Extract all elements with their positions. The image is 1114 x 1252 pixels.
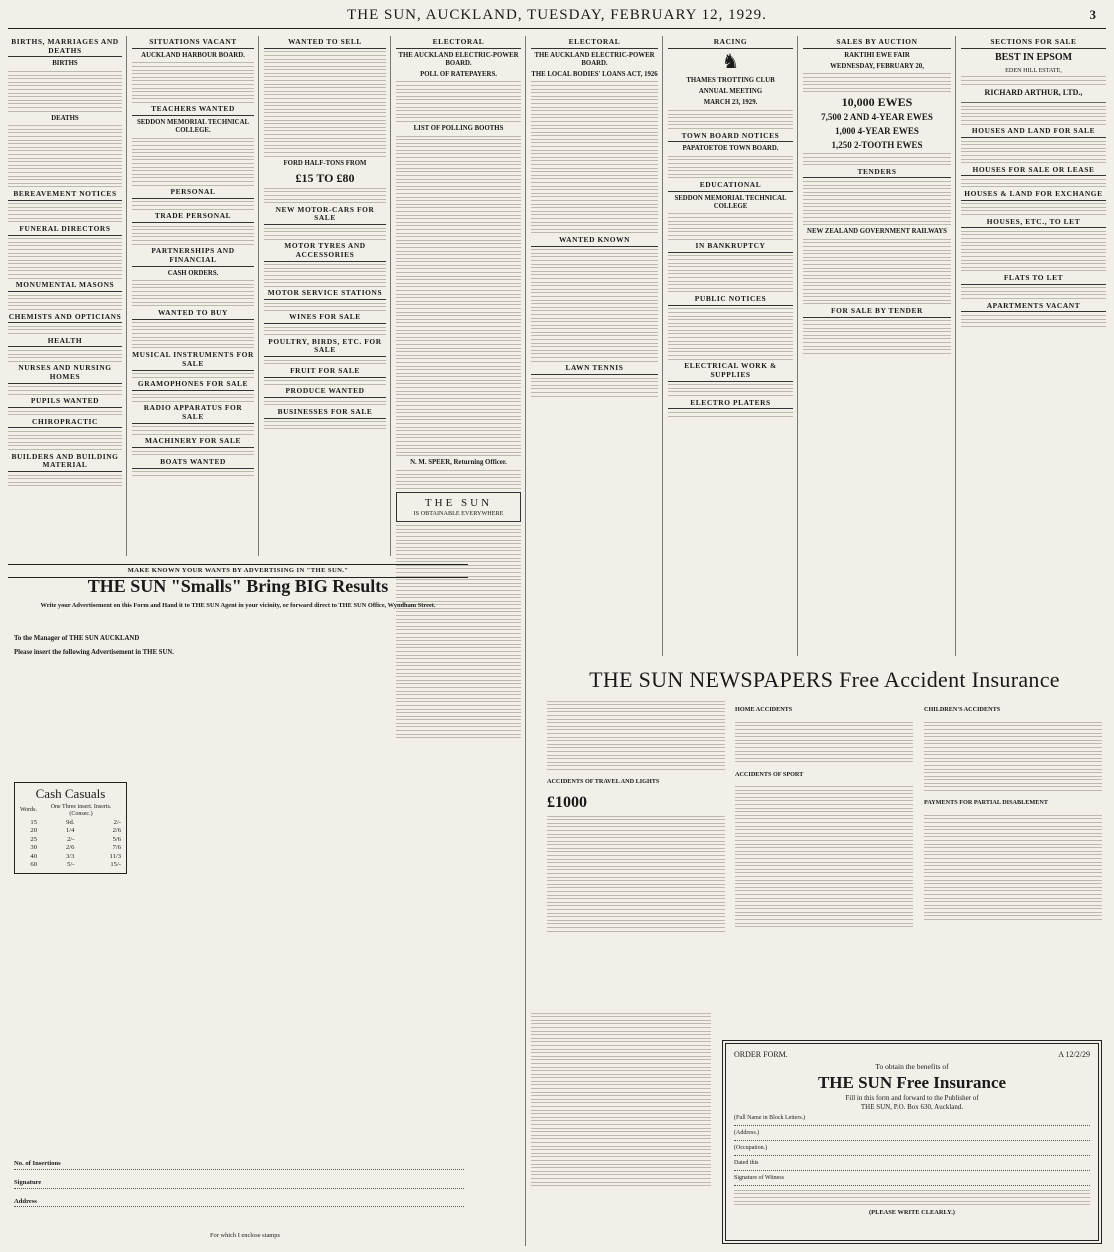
sun-ad-title: THE SUN [424, 496, 493, 509]
machinery-text [132, 451, 254, 456]
power-board: THE AUCKLAND ELECTRIC-POWER BOARD. [398, 51, 519, 67]
booths-text [396, 136, 521, 457]
houses-lease-heading: HOUSES FOR SALE OR LEASE [961, 166, 1106, 177]
loans-act: THE LOCAL BODIES' LOANS ACT, 1926 [531, 70, 658, 78]
rate-one: 1/4 [65, 827, 75, 835]
name-field[interactable]: (Full Name in Block Letters.) [734, 1115, 1090, 1126]
auction-heading: SALES BY AUCTION [803, 38, 951, 49]
electoral-heading-2: ELECTORAL [531, 38, 658, 49]
ewe-fair: RAKTIHI EWE FAIR [844, 51, 910, 59]
sport-accidents: ACCIDENTS OF SPORT [735, 770, 804, 778]
motor-tyres-text [264, 264, 386, 287]
motor-tyres-heading: MOTOR TYRES AND ACCESSORIES [264, 242, 386, 261]
electoral-heading: ELECTORAL [396, 38, 521, 49]
rate-one: 2/6 [65, 844, 75, 852]
partnerships-text [132, 280, 254, 306]
houses-let-text [961, 231, 1106, 272]
annual-meeting: ANNUAL MEETING [698, 88, 763, 96]
apartments-text [961, 315, 1106, 327]
column-rule [955, 36, 956, 656]
tenders-text [803, 181, 951, 225]
apartments-heading: APARTMENTS VACANT [961, 302, 1106, 313]
sun-ad-sub: IS OBTAINABLE EVERYWHERE [413, 509, 504, 517]
table-row [18, 852, 123, 861]
wanted-known-text [531, 249, 658, 361]
insurance-col-1 [547, 698, 725, 1008]
bereavement-heading: BEREAVEMENT NOTICES [8, 190, 122, 201]
houses-sale-heading: HOUSES AND LAND FOR SALE [961, 127, 1106, 138]
business-heading: BUSINESSES FOR SALE [264, 408, 386, 419]
tennis-text [531, 378, 658, 397]
column-rule [258, 36, 259, 556]
please-write-clearly: (PLEASE WRITE CLEARLY.) [869, 1209, 955, 1217]
ford-halftons: FORD HALF-TONS FROM [283, 159, 367, 167]
motor-service-text [264, 303, 386, 311]
bmd-heading: BIRTHS, MARRIAGES AND DEATHS [8, 38, 122, 57]
richard-arthur: RICHARD ARTHUR, LTD., [984, 87, 1083, 97]
address-field[interactable]: Address [14, 1198, 464, 1208]
tenders-heading: TENDERS [803, 168, 951, 179]
fruit-text [264, 380, 386, 385]
horse-icon: ♞ [721, 50, 740, 73]
ewes-7500: 7,500 2 AND 4-YEAR EWES [821, 112, 933, 123]
electrical-text [668, 384, 793, 396]
seddon-college: SEDDON MEMORIAL TECHNICAL COLLEGE. [136, 119, 250, 135]
table-row [18, 835, 123, 844]
motor-cars-heading: NEW MOTOR-CARS FOR SALE [264, 206, 386, 225]
personal-text [132, 201, 254, 209]
machinery-heading: MACHINERY FOR SALE [132, 437, 254, 448]
rate-words: 15 [30, 818, 38, 826]
flats-text [961, 287, 1106, 299]
harbour-board: AUCKLAND HARBOUR BOARD. [141, 51, 245, 59]
elector-text [396, 470, 521, 489]
power-board-2: THE AUCKLAND ELECTRIC-POWER BOARD. [534, 51, 655, 67]
insurance-order-form [722, 1040, 1102, 1244]
polling-booths: LIST OF POLLING BOOTHS [413, 124, 504, 132]
cash-orders: CASH ORDERS. [167, 269, 219, 277]
order-title: THE SUN Free Insurance [817, 1073, 1007, 1093]
insurance-title: THE SUN NEWSPAPERS Free Accident Insurance [589, 667, 1060, 692]
gramophones-text [132, 394, 254, 402]
houses-let-heading: HOUSES, ETC., TO LET [961, 218, 1106, 229]
sun-obtainable-ad [396, 492, 521, 522]
insurance-amount: £1000 [547, 793, 587, 811]
rate-words: 40 [30, 852, 38, 860]
epsom-text [961, 76, 1106, 84]
order-fill: Fill in this form and forward to the Publisher of [845, 1094, 979, 1103]
occupation-field[interactable]: (Occupation.) [734, 1145, 1090, 1156]
form-to-manager: To the Manager of THE SUN AUCKLAND [14, 635, 140, 642]
rate-words: 20 [30, 827, 38, 835]
nurses-text [8, 386, 122, 394]
continued-text [531, 1013, 711, 1187]
ewes-10000: 10,000 EWES [841, 95, 913, 110]
monumental-heading: MONUMENTAL MASONS [8, 281, 122, 292]
children-accidents: CHILDREN'S ACCIDENTS [924, 706, 1001, 714]
home-text [735, 722, 913, 763]
insurance-intro [547, 701, 725, 770]
business-text [264, 421, 386, 429]
public-notices-text [668, 308, 793, 359]
ford-price: £15 TO £80 [295, 170, 355, 185]
funeral-heading: FUNERAL DIRECTORS [8, 225, 122, 236]
insertions-field[interactable]: No. of Insertions [14, 1160, 464, 1170]
rates-head-inserts: One Three insert. Inserts. (Consec.) [50, 803, 112, 817]
address-field[interactable]: (Address.) [734, 1130, 1090, 1141]
column-situations [132, 36, 254, 556]
radio-text [132, 426, 254, 434]
pupils-heading: PUPILS WANTED [8, 397, 122, 408]
evening-classes: SEDDON MEMORIAL TECHNICAL COLLEGE [674, 194, 787, 210]
rate-three: 7/6 [112, 844, 121, 852]
ewes-1250: 1,250 2-TOOTH EWES [831, 139, 923, 150]
meeting-date: MARCH 23, 1929. [703, 99, 758, 107]
column-wanted-sell [264, 36, 386, 556]
rate-three: 2/- [113, 818, 121, 826]
racing-heading: RACING [668, 38, 793, 49]
home-accidents: HOME ACCIDENTS [735, 706, 793, 714]
order-address: THE SUN, P.O. Box 630, Auckland. [860, 1102, 964, 1111]
column-sections [961, 36, 1106, 656]
music-text [132, 373, 254, 378]
travel-accidents: ACCIDENTS OF TRAVEL AND LIGHTS [547, 778, 660, 786]
educational-text [668, 213, 793, 239]
column-rule [390, 36, 391, 556]
column-rule [797, 36, 798, 656]
order-obtain: To obtain the benefits of [875, 1062, 949, 1072]
rate-words: 60 [30, 861, 38, 869]
partial-disablement: PAYMENTS FOR PARTIAL DISABLEMENT [924, 799, 1048, 807]
trade-text [132, 226, 254, 245]
best-epsom: BEST IN EPSOM [994, 51, 1073, 63]
dated-field[interactable]: Dated this [734, 1160, 1090, 1171]
educational-heading: EDUCATIONAL [668, 181, 793, 192]
witness-field[interactable]: Signature of Witness [734, 1175, 1090, 1186]
poll-text [396, 81, 521, 122]
insurance-col-continued [531, 1010, 711, 1240]
rate-one: 5/- [67, 861, 75, 869]
rate-one: 9d. [66, 818, 75, 826]
teachers-heading: TEACHERS WANTED [132, 105, 254, 116]
builders-text [8, 475, 122, 487]
railways: NEW ZEALAND GOVERNMENT RAILWAYS [807, 228, 947, 236]
epsom-ad [961, 52, 1106, 103]
column-rule [126, 36, 127, 556]
platers-heading: ELECTRO PLATERS [668, 399, 793, 410]
situations-heading: SITUATIONS VACANT [132, 38, 254, 49]
chemists-text [8, 326, 122, 334]
order-head [734, 1050, 1090, 1059]
sections-text [961, 106, 1106, 125]
smalls-form-fields [14, 1160, 464, 1216]
column-births-deaths [8, 36, 122, 556]
smalls-subtitle: Write your Advertisement on this Form and Hand it to THE SUN Agent in your vicinity, or forward direct to THE SUN Office, Wyndham Street. [40, 602, 436, 609]
gramophones-heading: GRAMOPHONES FOR SALE [132, 380, 254, 391]
houses-sale-text [961, 141, 1106, 164]
boats-text [132, 471, 254, 476]
page-number: 3 [1089, 7, 1096, 22]
cash-casuals-box [14, 782, 127, 874]
auction-notes [803, 153, 951, 165]
produce-heading: PRODUCE WANTED [264, 387, 386, 398]
partial-text [924, 815, 1102, 920]
chiropractic-heading: CHIROPRACTIC [8, 418, 122, 429]
births-heading: BIRTHS [52, 60, 78, 68]
enclose-stamps: For which I enclose stamps [210, 1232, 280, 1239]
cash-casuals-title: Cash Casuals [35, 786, 106, 801]
town-board-heading: TOWN BOARD NOTICES [668, 132, 793, 143]
wines-heading: WINES FOR SALE [264, 313, 386, 324]
poultry-heading: POULTRY, BIRDS, ETC. FOR SALE [264, 338, 386, 357]
table-row [18, 844, 123, 853]
town-board-text [668, 156, 793, 179]
poll-ratepayers: POLL OF RATEPAYERS. [420, 70, 497, 78]
rate-one: 2/- [67, 835, 75, 843]
rate-words: 25 [30, 835, 38, 843]
railways-text [803, 239, 951, 305]
rate-three: 15/- [110, 861, 121, 869]
music-heading: MUSICAL INSTRUMENTS FOR SALE [132, 351, 254, 370]
funeral-text [8, 238, 122, 279]
houses-lease-text [961, 179, 1106, 187]
rate-words: 30 [30, 844, 38, 852]
fair-date: WEDNESDAY, FEBRUARY 20, [830, 62, 924, 70]
nurses-heading: NURSES AND NURSING HOMES [8, 364, 122, 383]
form-insert-note: Please insert the following Advertisement in THE SUN. [14, 649, 174, 657]
insurance-col-2 [735, 698, 913, 1008]
chemists-heading: CHEMISTS AND OPTICIANS [8, 313, 122, 324]
flats-heading: FLATS TO LET [961, 274, 1106, 285]
order-form-label: ORDER FORM. [734, 1050, 788, 1059]
signature-field[interactable]: Signature [14, 1179, 464, 1189]
poultry-text [264, 360, 386, 365]
thames-club: THAMES TROTTING CLUB [686, 77, 775, 85]
insurance-col-3 [924, 698, 1102, 1008]
public-notices-heading: PUBLIC NOTICES [668, 295, 793, 306]
wanted-known-heading: WANTED KNOWN [531, 236, 658, 247]
pupils-text [8, 411, 122, 416]
exchange-heading: HOUSES & LAND FOR EXCHANGE [961, 190, 1106, 201]
bankruptcy-text [668, 255, 793, 292]
deaths-text [8, 125, 122, 187]
column-electoral-2 [531, 36, 658, 656]
tender-sale-heading: FOR SALE BY TENDER [803, 307, 951, 318]
wanted-sell-text [264, 51, 386, 156]
table-row [18, 861, 123, 870]
travel-text [547, 816, 725, 932]
boats-heading: BOATS WANTED [132, 458, 254, 469]
returning-officer: N. M. SPEER, Returning Officer. [410, 459, 507, 467]
chiropractic-text [8, 431, 122, 450]
smalls-form [14, 622, 464, 1242]
tennis-heading: LAWN TENNIS [531, 364, 658, 375]
health-text [8, 350, 122, 362]
electrical-heading: ELECTRICAL WORK & SUPPLIES [668, 362, 793, 381]
platers-text [668, 412, 793, 417]
wanted-buy-text [132, 322, 254, 348]
monumental-text [8, 295, 122, 310]
ford-text [264, 188, 386, 203]
bankruptcy-heading: IN BANKRUPTCY [668, 242, 793, 253]
papatoetoe: PAPATOETOE TOWN BOARD. [682, 145, 779, 153]
personal-heading: PERSONAL [132, 188, 254, 199]
births-text [8, 71, 122, 112]
harbour-text [132, 62, 254, 103]
auction-text [803, 73, 951, 92]
table-row [18, 818, 123, 827]
sport-text [735, 786, 913, 927]
trade-heading: TRADE PERSONAL [132, 212, 254, 223]
make-known-strip: MAKE KNOWN YOUR WANTS BY ADVERTISING IN "THE SUN." [8, 564, 468, 578]
partnerships-heading: PARTNERSHIPS AND FINANCIAL [132, 247, 254, 266]
fruit-heading: FRUIT FOR SALE [264, 367, 386, 378]
motor-cars-text [264, 228, 386, 240]
tender-sale-text [803, 320, 951, 353]
sections-heading: SECTIONS FOR SALE [961, 38, 1106, 49]
column-auction [803, 36, 951, 656]
insurance-body [547, 698, 1102, 1008]
wanted-buy-heading: WANTED TO BUY [132, 309, 254, 320]
cash-rates-table [18, 803, 123, 869]
teachers-text [132, 138, 254, 186]
rates-head-words: Words. [20, 807, 38, 814]
deaths-heading: DEATHS [51, 114, 79, 122]
order-fine-print [734, 1190, 1090, 1205]
rate-three: 2/6 [112, 827, 121, 835]
masthead [8, 4, 1106, 29]
loans-text [531, 81, 658, 233]
eden-hill: EDEN HILL ESTATE, [1005, 66, 1062, 74]
column-rule [662, 36, 663, 656]
radio-heading: RADIO APPARATUS FOR SALE [132, 404, 254, 423]
wines-text [264, 327, 386, 335]
wanted-sell-heading: WANTED TO SELL [264, 38, 386, 49]
motor-service-heading: MOTOR SERVICE STATIONS [264, 289, 386, 300]
health-heading: HEALTH [8, 337, 122, 348]
bereavement-text [8, 203, 122, 222]
masthead-title: THE SUN, AUCKLAND, TUESDAY, FEBRUARY 12, 1929. [347, 7, 767, 24]
builders-heading: BUILDERS AND BUILDING MATERIAL [8, 453, 122, 472]
racing-text [668, 110, 793, 129]
order-code: A 12/2/29 [1058, 1050, 1090, 1059]
exchange-text [961, 203, 1106, 215]
table-row [18, 827, 123, 836]
produce-text [264, 401, 386, 406]
column-racing [668, 36, 793, 656]
children-text [924, 722, 1102, 791]
rate-three: 11/3 [109, 852, 121, 860]
smalls-title: THE SUN "Smalls" Bring BIG Results [87, 576, 389, 596]
column-rule [525, 36, 526, 1246]
rate-one: 3/3 [65, 852, 75, 860]
ewes-1000: 1,000 4-YEAR EWES [835, 126, 919, 137]
rate-three: 5/6 [112, 835, 121, 843]
